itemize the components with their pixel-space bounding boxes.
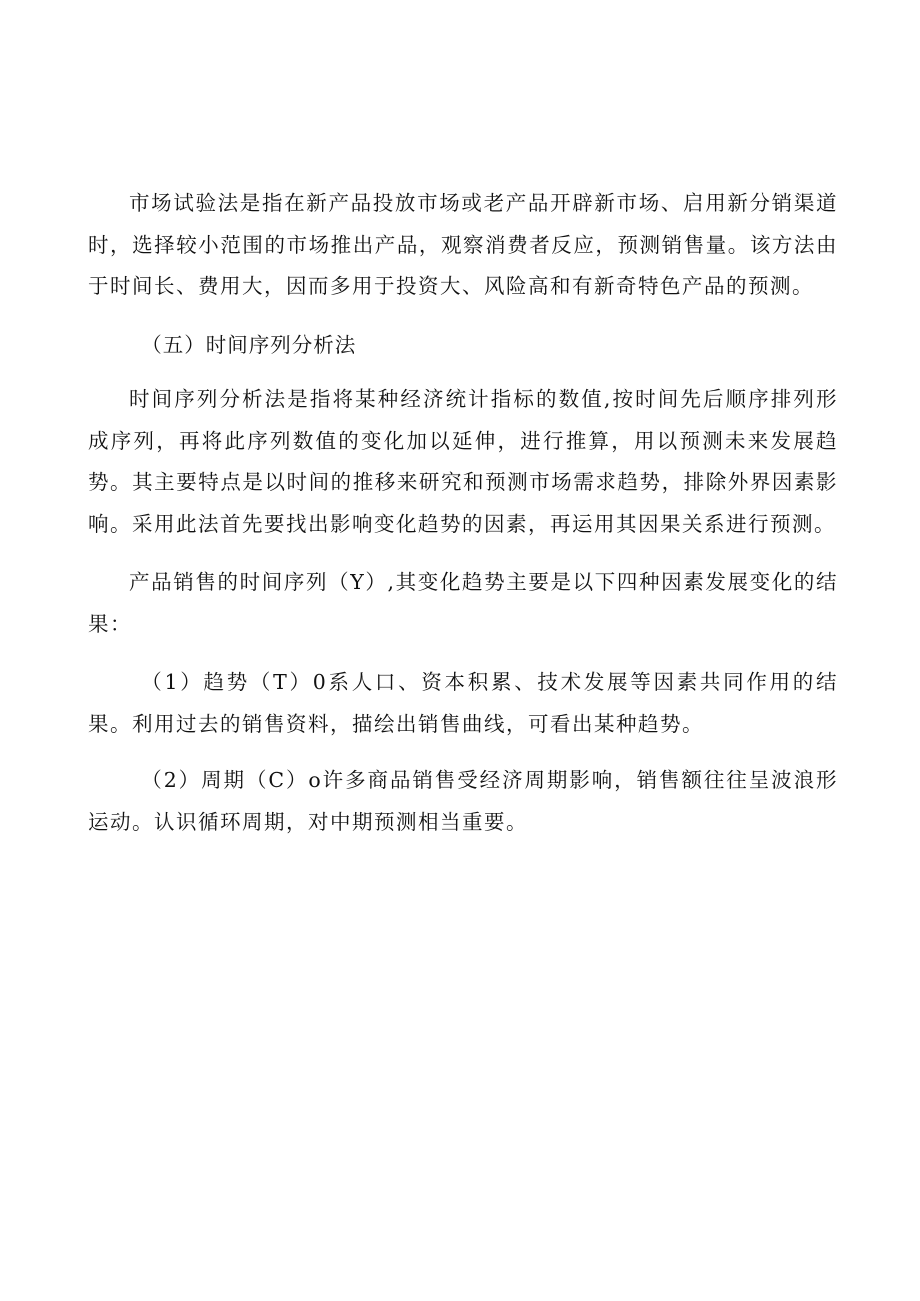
document-page <box>88 183 838 860</box>
paragraph-sales-series: 产品销售的时间序列（Y）,其变化趋势主要是以下四种因素发展变化的结果： <box>88 570 838 636</box>
list-item-trend: （1）趋势（T）0系人口、资本积累、技术发展等因素共同作用的结果。利用过去的销售资料，描绘出销售曲线，可看出某种趋势。 <box>88 670 838 736</box>
paragraph-time-series-intro: 时间序列分析法是指将某种经济统计指标的数值,按时间先后顺序排列形成序列，再将此序列数值的变化加以延伸，进行推算，用以预测未来发展趋势。其主要特点是以时间的推移来研究和预测市场需求趋势，排除外界因素影响。采用此法首先要找出影响变化趋势的因素，再运用其因果关系进行预测。 <box>88 387 838 536</box>
section-heading-time-series: （五）时间序列分析法 <box>141 332 357 357</box>
list-item-cycle: （2）周期（C）o许多商品销售受经济周期影响，销售额往往呈波浪形运动。认识循环周期，对中期预测相当重要。 <box>88 768 838 834</box>
paragraph-market-test: 市场试验法是指在新产品投放市场或老产品开辟新市场、启用新分销渠道时，选择较小范围的市场推出产品，观察消费者反应，预测销售量。该方法由于时间长、费用大，因而多用于投资大、风险高和有新奇特色产品的预测。 <box>88 191 838 298</box>
